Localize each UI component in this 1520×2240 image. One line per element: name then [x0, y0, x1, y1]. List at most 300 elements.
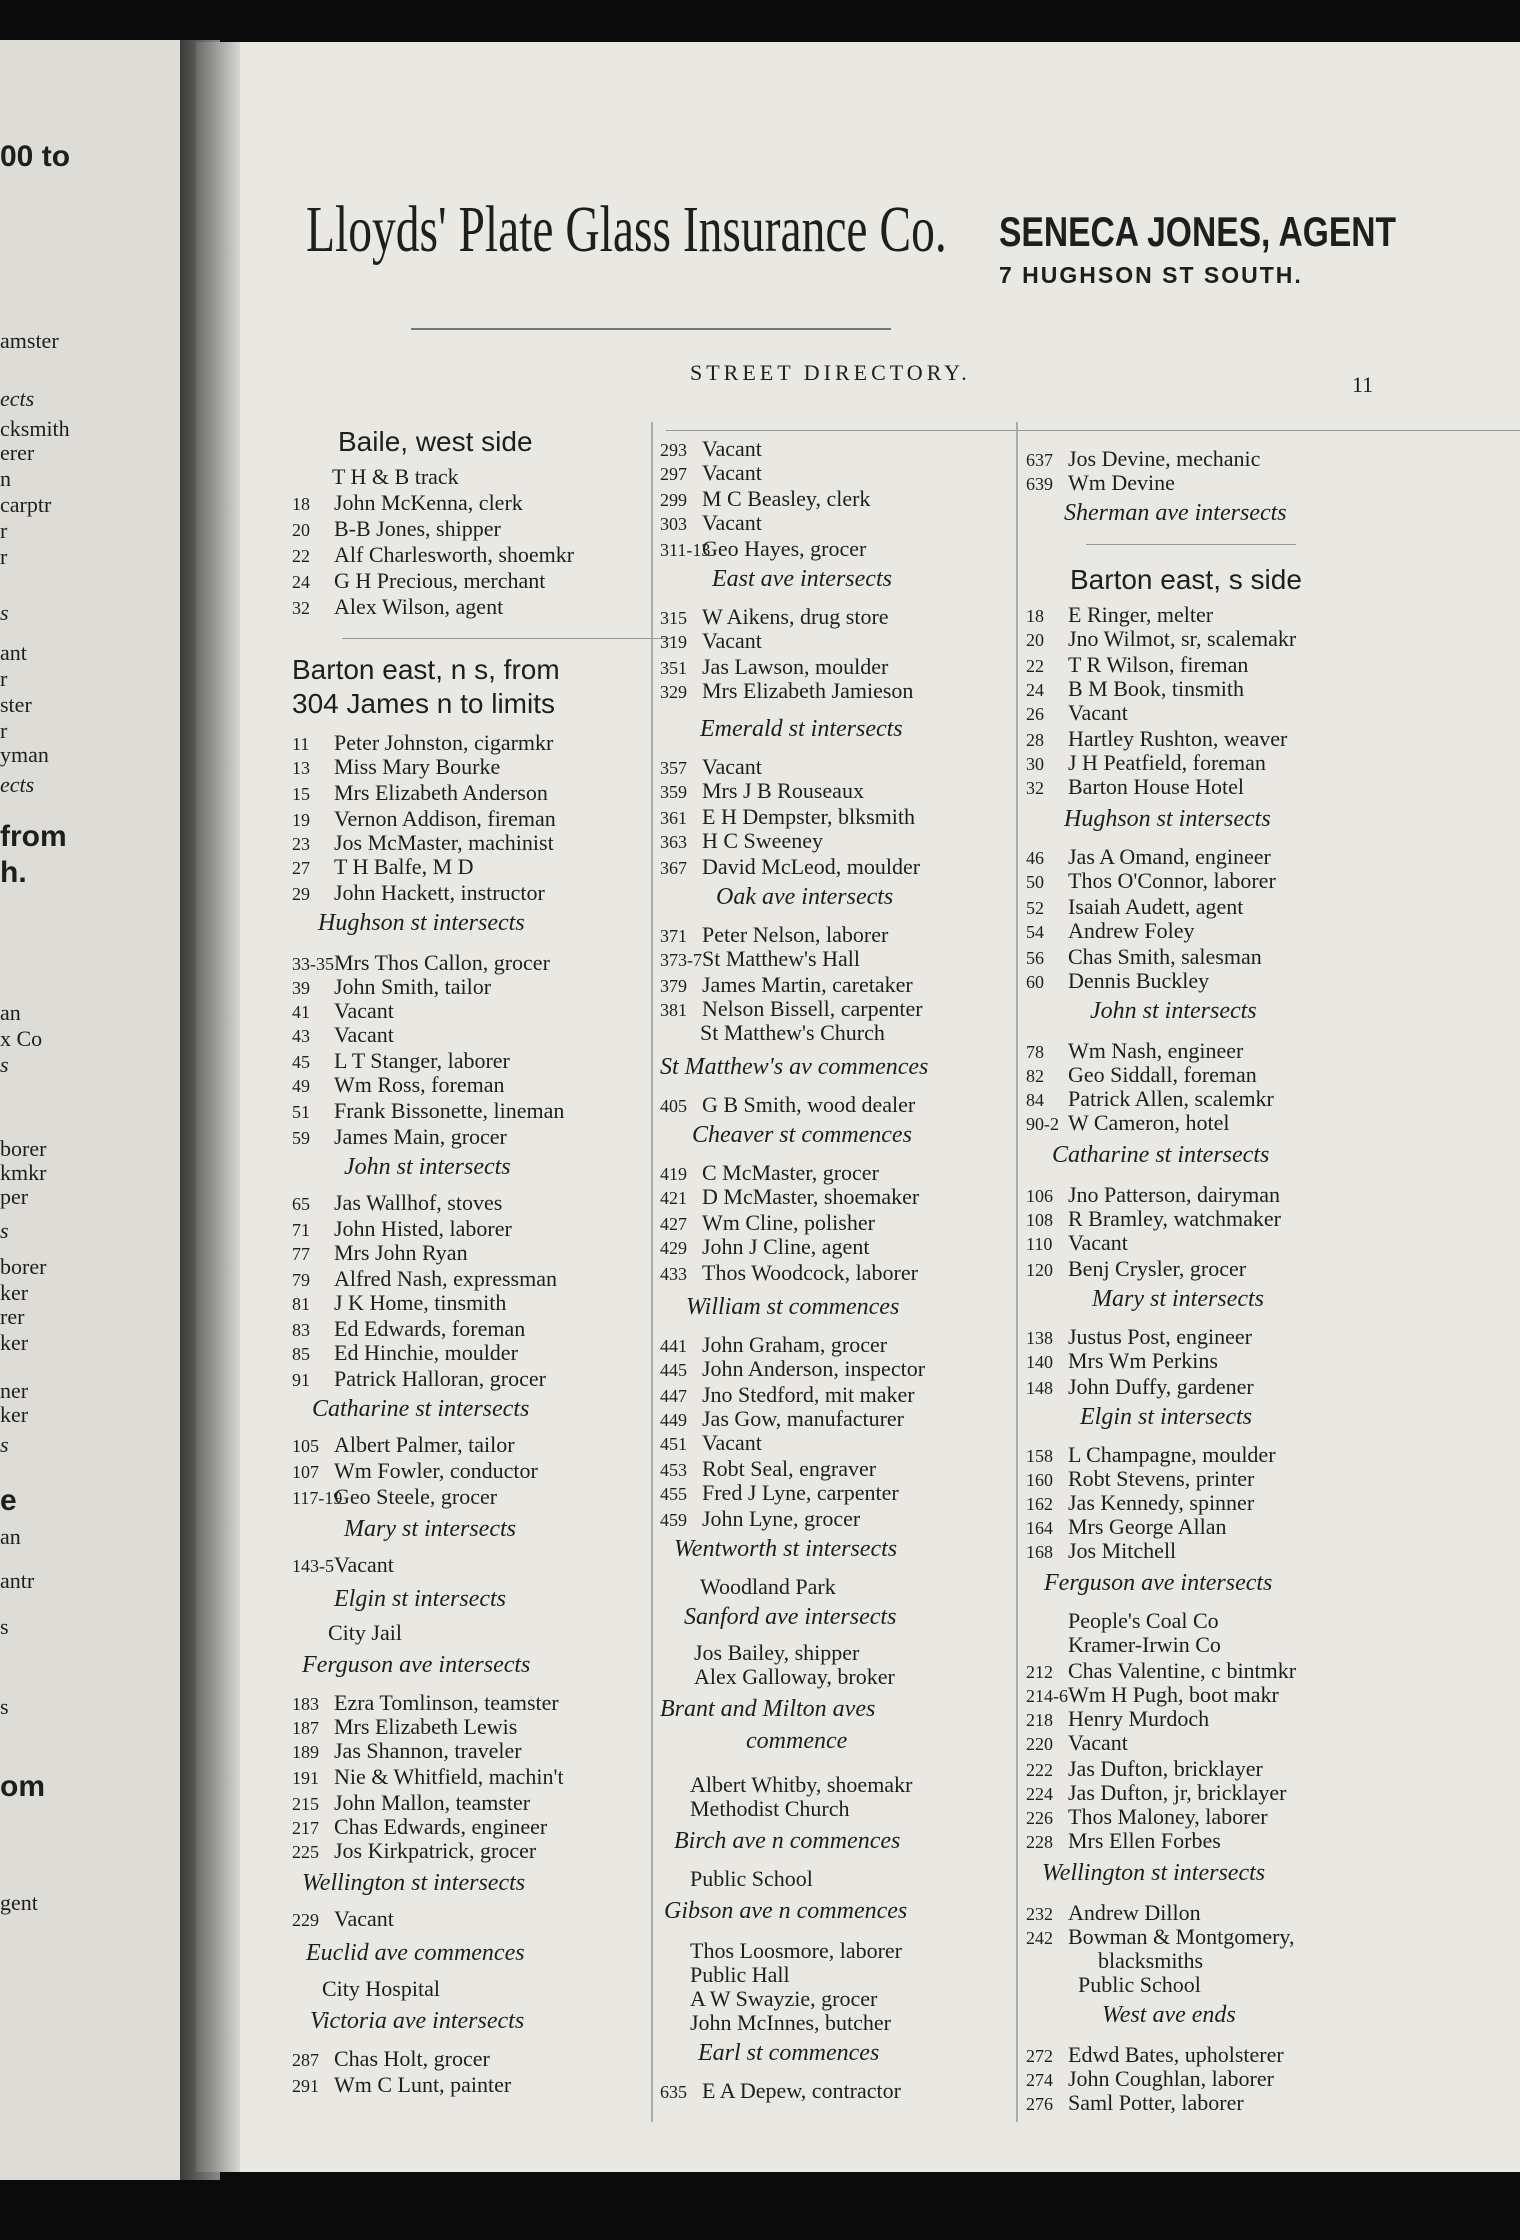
directory-entry: [292, 1366, 546, 1393]
house-number: 27: [292, 858, 310, 878]
resident-name: Nelson Bissell, carpenter: [702, 996, 923, 1021]
resident-name: Andrew Foley: [1068, 918, 1195, 943]
header-divider: [411, 328, 891, 330]
directory-entry: [660, 1506, 860, 1533]
house-number: 39: [292, 978, 310, 998]
house-number: 51: [292, 1102, 310, 1122]
directory-entry: [292, 1906, 394, 1933]
resident-name: Edwd Bates, upholsterer: [1068, 2042, 1284, 2067]
cross-street-note: Elgin st intersects: [1080, 1404, 1252, 1430]
resident-name: Wm Ross, foreman: [334, 1072, 505, 1097]
resident-name: Jos Devine, mechanic: [1068, 446, 1261, 471]
directory-page: [196, 42, 1520, 2172]
directory-entry: [660, 1480, 899, 1507]
house-number: 220: [1026, 1734, 1053, 1754]
resident-name: Alex Wilson, agent: [334, 594, 504, 619]
house-number: 451: [660, 1434, 687, 1454]
resident-name: Justus Post, engineer: [1068, 1324, 1252, 1349]
directory-entry: [292, 1072, 504, 1099]
cross-street-note: John st intersects: [1090, 998, 1257, 1024]
directory-entry: [660, 678, 913, 705]
directory-entry: [292, 490, 523, 517]
resident-name: G H Precious, merchant: [334, 568, 546, 593]
directory-entry: [1026, 1348, 1218, 1375]
house-number: 274: [1026, 2070, 1053, 2090]
resident-name: Patrick Allen, scalemkr: [1068, 1086, 1274, 1111]
resident-name: Mrs John Ryan: [334, 1240, 468, 1265]
resident-name: Thos Woodcock, laborer: [702, 1260, 918, 1285]
unnumbered-entry: A W Swayzie, grocer: [690, 1986, 878, 2011]
cross-street-note: Mary st intersects: [1092, 1286, 1264, 1312]
house-number: 276: [1026, 2094, 1053, 2114]
resident-name: St Matthew's Hall: [702, 946, 860, 971]
resident-name: Jas A Omand, engineer: [1068, 844, 1271, 869]
directory-entry: [1026, 750, 1266, 777]
house-number: 449: [660, 1410, 687, 1430]
house-number: 427: [660, 1214, 687, 1234]
advertisement-title: Lloyds' Plate Glass Insurance Co.: [306, 193, 947, 266]
house-number: 81: [292, 1294, 310, 1314]
house-number: 361: [660, 808, 687, 828]
directory-entry: [1026, 1514, 1226, 1541]
resident-name: Vacant: [334, 1022, 394, 1047]
resident-name: Mrs Elizabeth Jamieson: [702, 678, 914, 703]
house-number: 311-13: [660, 540, 711, 560]
directory-entry: [292, 1098, 564, 1125]
street-heading: Barton east, s side: [1070, 564, 1302, 595]
directory-entry: [292, 1190, 502, 1217]
directory-entry: [660, 628, 762, 655]
cross-street-note: William st commences: [686, 1294, 900, 1320]
house-number: 379: [660, 976, 687, 996]
cross-street-note: West ave ends: [1102, 2002, 1236, 2028]
house-number: 79: [292, 1270, 310, 1290]
unnumbered-entry: Woodland Park: [700, 1574, 836, 1599]
house-number: 84: [1026, 1090, 1044, 1110]
resident-name: T H Balfe, M D: [334, 854, 474, 879]
directory-entry: [1026, 1206, 1281, 1233]
resident-name: John J Cline, agent: [702, 1234, 870, 1259]
cross-street-note: Wentworth st intersects: [674, 1536, 898, 1562]
unnumbered-entry: Public Hall: [690, 1962, 790, 1987]
unnumbered-entry: City Jail: [328, 1620, 402, 1645]
house-number: 43: [292, 1026, 310, 1046]
directory-entry: [292, 516, 501, 543]
directory-entry: [292, 1266, 557, 1293]
house-number: 429: [660, 1238, 687, 1258]
house-number: 52: [1026, 898, 1044, 918]
strip-fragment: s: [0, 1614, 9, 1639]
resident-name: Jas Dufton, bricklayer: [1068, 1756, 1263, 1781]
house-number: 433: [660, 1264, 687, 1284]
house-number: 168: [1026, 1542, 1053, 1562]
house-number: 22: [1026, 656, 1044, 676]
resident-name: Chas Edwards, engineer: [334, 1814, 548, 1839]
directory-entry: [660, 536, 866, 563]
house-number: 381: [660, 1000, 687, 1020]
house-number: 319: [660, 632, 687, 652]
directory-entry: [660, 804, 915, 831]
directory-entry: [292, 1552, 394, 1579]
resident-name: John Anderson, inspector: [702, 1356, 926, 1381]
house-number: 143-5: [292, 1556, 334, 1576]
directory-entry: [660, 1210, 875, 1237]
directory-entry: [292, 1838, 536, 1865]
directory-entry: [660, 946, 860, 973]
unnumbered-entry: Methodist Church: [690, 1796, 850, 1821]
strip-fragment: an: [0, 1000, 21, 1025]
strip-fragment: s: [0, 1432, 9, 1457]
cross-street-note: Mary st intersects: [344, 1516, 516, 1542]
strip-fragment: cksmith: [0, 416, 70, 441]
house-number: 160: [1026, 1470, 1053, 1490]
column-divider-2: [1016, 422, 1018, 2122]
unnumbered-entry: People's Coal Co: [1068, 1608, 1219, 1633]
house-number: 635: [660, 2082, 687, 2102]
resident-name: Jas Kennedy, spinner: [1068, 1490, 1255, 1515]
directory-entry: [1026, 1900, 1201, 1927]
directory-entry: [1026, 652, 1248, 679]
resident-name: E A Depew, contractor: [702, 2078, 901, 2103]
house-number: 191: [292, 1768, 319, 1788]
resident-name: Jno Patterson, dairyman: [1068, 1182, 1281, 1207]
house-number: 82: [1026, 1066, 1044, 1086]
section-rule: [1086, 544, 1296, 545]
house-number: 77: [292, 1244, 310, 1264]
strip-fragment: ker: [0, 1280, 29, 1305]
house-number: 59: [292, 1128, 310, 1148]
cross-street-note: Hughson st intersects: [318, 910, 525, 936]
directory-entry: [292, 1290, 506, 1317]
cross-street-note: Sanford ave intersects: [684, 1604, 897, 1630]
directory-entry: [292, 950, 550, 977]
page-number: 11: [1352, 372, 1374, 397]
resident-name: John Lyne, grocer: [702, 1506, 861, 1531]
resident-name: R Bramley, watchmaker: [1068, 1206, 1281, 1231]
resident-name: Mrs Wm Perkins: [1068, 1348, 1218, 1373]
unnumbered-entry: Kramer-Irwin Co: [1068, 1632, 1221, 1657]
house-number: 232: [1026, 1904, 1053, 1924]
resident-name: Vacant: [1068, 1230, 1128, 1255]
directory-entry: [292, 542, 574, 569]
cross-street-note: Cheaver st commences: [692, 1122, 912, 1148]
resident-name: Alf Charlesworth, shoemkr: [334, 542, 575, 567]
resident-name: W Cameron, hotel: [1068, 1110, 1230, 1135]
directory-entry: [660, 654, 888, 681]
resident-name: Mrs George Allan: [1068, 1514, 1227, 1539]
house-number: 18: [292, 494, 310, 514]
directory-entry: [1026, 1682, 1279, 1709]
unnumbered-entry: Public School: [1078, 1972, 1201, 1997]
house-number: 19: [292, 810, 310, 830]
cross-street-note: Oak ave intersects: [716, 884, 894, 910]
resident-name: Geo Siddall, foreman: [1068, 1062, 1257, 1087]
strip-fragment: yman: [0, 742, 49, 767]
directory-entry: [292, 1316, 525, 1343]
strip-fragment: from: [0, 820, 67, 853]
resident-name: John McKenna, clerk: [334, 490, 523, 515]
resident-name: E Ringer, melter: [1068, 602, 1214, 627]
house-number: 214-6: [1026, 1686, 1068, 1706]
resident-name: Ed Edwards, foreman: [334, 1316, 526, 1341]
directory-entry: [1026, 1086, 1274, 1113]
resident-name: Geo Hayes, grocer: [702, 536, 867, 561]
strip-fragment: s: [0, 1052, 9, 1077]
directory-entry: [1026, 1182, 1280, 1209]
directory-entry: [292, 806, 556, 833]
directory-entry: [1026, 1756, 1263, 1783]
directory-entry: [660, 1332, 887, 1359]
resident-name: J K Home, tinsmith: [334, 1290, 507, 1315]
resident-name: J H Peatfield, foreman: [1068, 750, 1266, 775]
directory-entry: [292, 1216, 512, 1243]
resident-name: Mrs Elizabeth Lewis: [334, 1714, 518, 1739]
resident-name: John Histed, laborer: [334, 1216, 512, 1241]
directory-entry: [660, 486, 870, 513]
resident-name: W Aikens, drug store: [702, 604, 889, 629]
directory-entry: [660, 854, 920, 881]
house-number: 363: [660, 832, 687, 852]
resident-name: Wm Fowler, conductor: [334, 1458, 538, 1483]
directory-entry: [1026, 1828, 1221, 1855]
resident-name: Vacant: [702, 460, 762, 485]
house-number: 107: [292, 1462, 319, 1482]
house-number: 78: [1026, 1042, 1044, 1062]
directory-entry: [1026, 700, 1128, 727]
page-edge-shadow: [196, 42, 240, 2172]
strip-fragment: ects: [0, 772, 35, 797]
resident-name: James Main, grocer: [334, 1124, 507, 1149]
directory-entry: [292, 974, 491, 1001]
house-number: 26: [1026, 704, 1044, 724]
house-number: 20: [292, 520, 310, 540]
house-number: 373-7: [660, 950, 702, 970]
cross-street-note: Catharine st intersects: [1052, 1142, 1270, 1168]
resident-name: John Hackett, instructor: [334, 880, 545, 905]
cross-street-note: Euclid ave commences: [306, 1940, 525, 1966]
resident-name: Dennis Buckley: [1068, 968, 1210, 993]
house-number: 224: [1026, 1784, 1053, 1804]
directory-entry: [1026, 918, 1194, 945]
street-heading: Baile, west side: [338, 426, 533, 457]
house-number: 20: [1026, 630, 1044, 650]
resident-name: John Mallon, teamster: [334, 1790, 531, 1815]
house-number: 120: [1026, 1260, 1053, 1280]
strip-fragment: erer: [0, 440, 35, 465]
resident-name: Mrs J B Rouseaux: [702, 778, 864, 803]
directory-entry: [292, 780, 548, 807]
resident-name: Frank Bissonette, lineman: [334, 1098, 565, 1123]
directory-entry: [292, 568, 545, 595]
unnumbered-entry: Alex Galloway, broker: [694, 1664, 895, 1689]
directory-entry: [660, 1092, 915, 1119]
resident-name: Robt Stevens, printer: [1068, 1466, 1255, 1491]
directory-entry: [660, 972, 913, 999]
resident-name: Saml Potter, laborer: [1068, 2090, 1244, 2115]
directory-entry: [292, 594, 503, 621]
strip-fragment: an: [0, 1524, 21, 1549]
strip-fragment: r: [0, 518, 8, 543]
house-number: 85: [292, 1344, 310, 1364]
cross-street-note: Sherman ave intersects: [1064, 500, 1287, 526]
directory-entry: [1026, 1804, 1268, 1831]
cross-street-note: Emerald st intersects: [700, 716, 903, 742]
resident-name: Vacant: [702, 754, 762, 779]
directory-entry: [1026, 1706, 1209, 1733]
house-number: 212: [1026, 1662, 1053, 1682]
house-number: 453: [660, 1460, 687, 1480]
house-number: 148: [1026, 1378, 1053, 1398]
house-number: 329: [660, 682, 687, 702]
directory-entry: [1026, 868, 1276, 895]
resident-name: B-B Jones, shipper: [334, 516, 501, 541]
house-number: 187: [292, 1718, 319, 1738]
house-number: 419: [660, 1164, 687, 1184]
resident-name: Miss Mary Bourke: [334, 754, 501, 779]
resident-name: Hartley Rushton, weaver: [1068, 726, 1288, 751]
directory-entry: [1026, 1490, 1254, 1517]
house-number: 90-2: [1026, 1114, 1059, 1134]
resident-name: Wm Cline, polisher: [702, 1210, 875, 1235]
directory-entry: [660, 460, 762, 487]
house-number: 164: [1026, 1518, 1053, 1538]
house-number: 105: [292, 1436, 319, 1456]
strip-fragment: x Co: [0, 1026, 43, 1051]
resident-name: Patrick Halloran, grocer: [334, 1366, 546, 1391]
house-number: 13: [292, 758, 310, 778]
directory-entry: [1026, 1658, 1296, 1685]
resident-name: Mrs Ellen Forbes: [1068, 1828, 1221, 1853]
house-number: 33-35: [292, 954, 334, 974]
house-number: 110: [1026, 1234, 1053, 1254]
street-heading: 304 James n to limits: [292, 688, 555, 719]
directory-entry: [292, 1458, 538, 1485]
resident-name: Vacant: [702, 628, 762, 653]
cross-street-note: Hughson st intersects: [1064, 806, 1271, 832]
strip-fragment: r: [0, 666, 8, 691]
house-number: 15: [292, 784, 310, 804]
resident-name: Wm Nash, engineer: [1068, 1038, 1244, 1063]
directory-entry: [660, 922, 888, 949]
resident-name: L T Stanger, laborer: [334, 1048, 510, 1073]
directory-entry: [1026, 1780, 1286, 1807]
resident-name: Vacant: [334, 1552, 394, 1577]
strip-fragment: carptr: [0, 492, 52, 517]
resident-name: Jas Lawson, moulder: [702, 654, 889, 679]
resident-name: Jas Gow, manufacturer: [702, 1406, 904, 1431]
house-number: 158: [1026, 1446, 1053, 1466]
resident-name: Vernon Addison, fireman: [334, 806, 556, 831]
strip-fragment: r: [0, 718, 8, 743]
directory-entry: [292, 830, 554, 857]
house-number: 30: [1026, 754, 1044, 774]
advertisement-agent: SENECA JONES, AGENT: [999, 208, 1397, 255]
house-number: 117-19: [292, 1488, 343, 1508]
section-rule: [342, 638, 672, 639]
resident-name: G B Smith, wood dealer: [702, 1092, 916, 1117]
house-number: 367: [660, 858, 687, 878]
directory-entry: [1026, 1230, 1128, 1257]
resident-name: Barton House Hotel: [1068, 774, 1244, 799]
strip-fragment: ker: [0, 1330, 29, 1355]
strip-fragment: s: [0, 1218, 9, 1243]
directory-entry: [1026, 1924, 1295, 1951]
directory-entry: [1026, 1730, 1128, 1757]
resident-name: Vacant: [334, 998, 394, 1023]
resident-name: H C Sweeney: [702, 828, 823, 853]
resident-name: Vacant: [702, 510, 762, 535]
strip-fragment: r: [0, 544, 8, 569]
house-number: 303: [660, 514, 687, 534]
cross-street-note: East ave intersects: [712, 566, 892, 592]
unnumbered-entry: John McInnes, butcher: [690, 2010, 892, 2035]
resident-name: David McLeod, moulder: [702, 854, 921, 879]
resident-name: Benj Crysler, grocer: [1068, 1256, 1247, 1281]
adjacent-page-strip: [0, 40, 190, 2180]
cross-street-note: St Matthew's av commences: [660, 1054, 929, 1080]
directory-entry: [292, 1340, 518, 1367]
directory-entry: [1026, 1256, 1246, 1283]
resident-name: Chas Holt, grocer: [334, 2046, 490, 2071]
directory-entry: [660, 1430, 762, 1457]
resident-name: M C Beasley, clerk: [702, 486, 871, 511]
directory-entry: [292, 2046, 490, 2073]
house-number: 293: [660, 440, 687, 460]
directory-entry: [1026, 1442, 1276, 1469]
house-number: 637: [1026, 450, 1053, 470]
directory-entry: [292, 1240, 468, 1267]
cross-street-note: Catharine st intersects: [312, 1396, 530, 1422]
house-number: 272: [1026, 2046, 1053, 2066]
house-number: 447: [660, 1386, 687, 1406]
directory-entry: [292, 854, 474, 881]
directory-entry: [1026, 774, 1244, 801]
house-number: 218: [1026, 1710, 1053, 1730]
directory-entry: [1026, 2042, 1284, 2069]
directory-entry: [1026, 1538, 1176, 1565]
strip-fragment: n: [0, 466, 11, 491]
house-number: 225: [292, 1842, 319, 1862]
directory-entry: [1026, 894, 1243, 921]
resident-name: Henry Murdoch: [1068, 1706, 1210, 1731]
resident-name: Isaiah Audett, agent: [1068, 894, 1244, 919]
directory-entry: [660, 1356, 925, 1383]
directory-entry: [1026, 2066, 1274, 2093]
directory-entry: [660, 1406, 904, 1433]
directory-entry: [292, 730, 553, 757]
house-number: 60: [1026, 972, 1044, 992]
resident-name: Peter Johnston, cigarmkr: [334, 730, 554, 755]
resident-name: Mrs Elizabeth Anderson: [334, 780, 548, 805]
directory-entry: [660, 754, 762, 781]
house-number: 297: [660, 464, 687, 484]
resident-name: John Smith, tailor: [334, 974, 492, 999]
unnumbered-entry: Albert Whitby, shoemakr: [690, 1772, 913, 1797]
house-number: 108: [1026, 1210, 1053, 1230]
directory-entry: [292, 1690, 559, 1717]
cross-street-note: Ferguson ave intersects: [302, 1652, 531, 1678]
directory-entry: [660, 510, 762, 537]
resident-name: Vacant: [1068, 700, 1128, 725]
resident-name: C McMaster, grocer: [702, 1160, 879, 1185]
strip-fragment: 00 to: [0, 140, 71, 173]
directory-entry: [660, 1234, 869, 1261]
directory-entry: [1026, 1038, 1243, 1065]
advertisement-address: 7 HUGHSON ST SOUTH.: [999, 262, 1303, 288]
directory-entry: [660, 828, 823, 855]
resident-name: Geo Steele, grocer: [334, 1484, 498, 1509]
resident-name: Jos McMaster, machinist: [334, 830, 554, 855]
